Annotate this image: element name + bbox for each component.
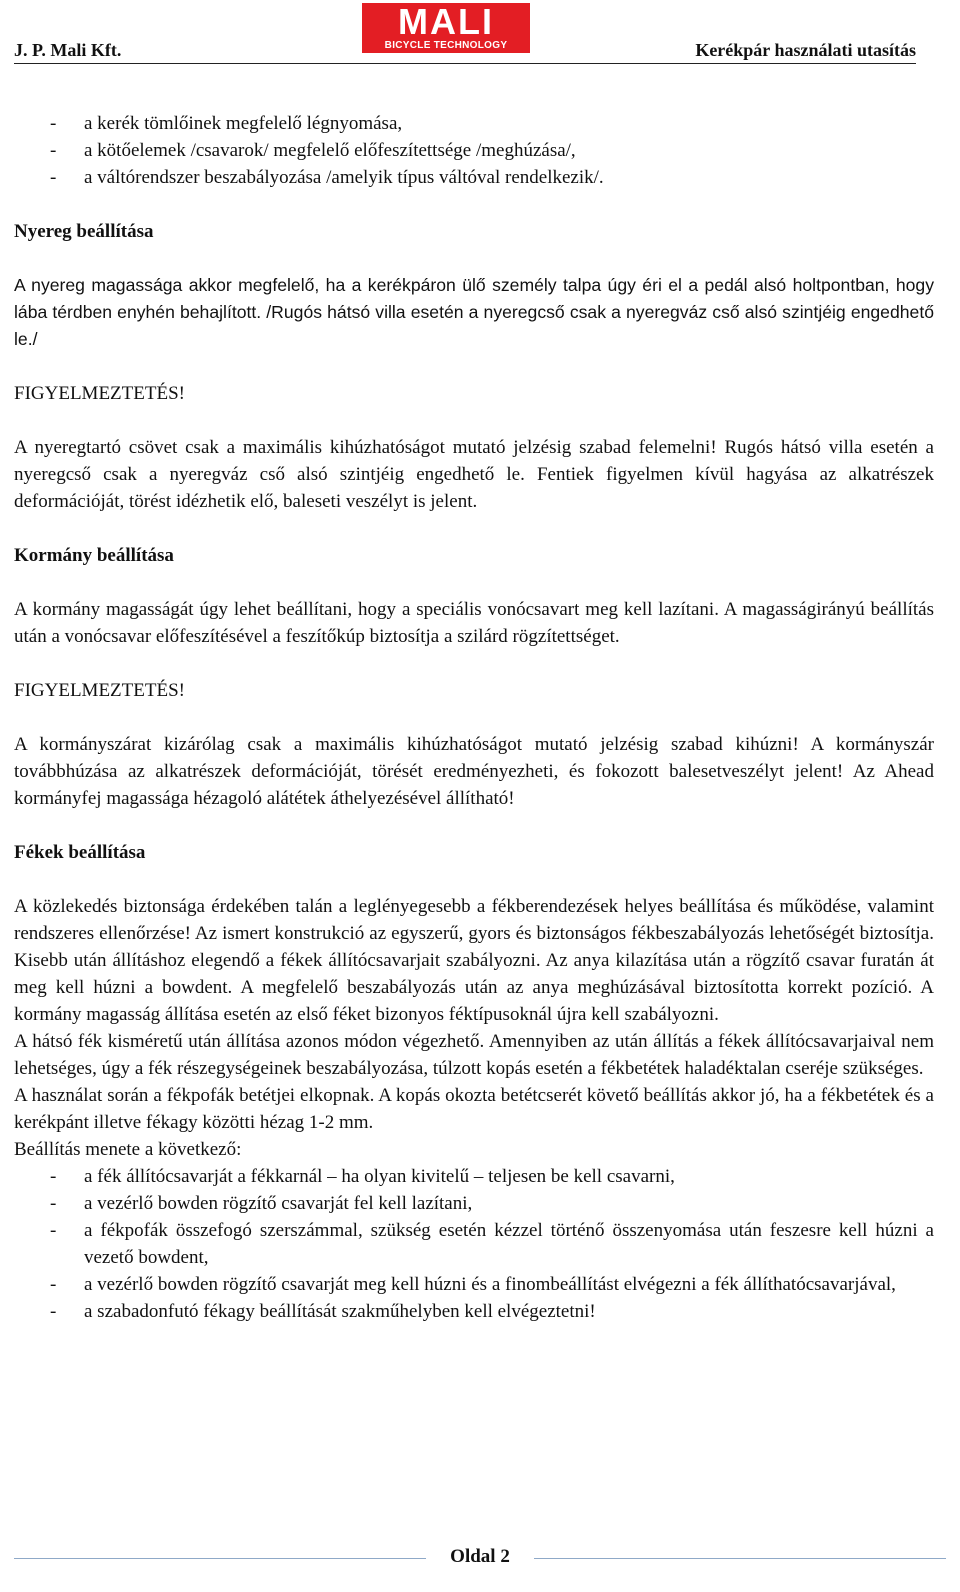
footer-rule-right [534, 1558, 946, 1559]
list-dash: - [50, 1301, 57, 1322]
logo-wordmark: MALI [398, 1, 494, 42]
list-item: - a váltórendszer beszabályozása /amelyik típus váltóval rendelkezik/. [14, 164, 934, 191]
list-dash: - [50, 167, 57, 188]
list-item: - a szabadonfutó fékagy beállítását szakműhelyben kell elvégeztetni! [14, 1298, 934, 1325]
page-number: Oldal 2 [450, 1546, 510, 1567]
list-dash: - [50, 1274, 57, 1295]
brakes-paragraph-2: A hátsó fék kisméretű után állítása azonos módon végezhető. Amennyiben az után állítás a fékek állítócsavarjaival nem lehetséges, úgy a fék részegységeinek beszabályozása, túlzott kopás esetén a fékbetétek haladéktalan cseréje szükséges. [14, 1031, 934, 1079]
list-item: - a vezérlő bowden rögzítő csavarját fel kell lazítani, [14, 1190, 934, 1217]
saddle-warning-label: FIGYELMEZTETÉS! [14, 383, 185, 404]
page-footer [14, 1546, 946, 1576]
handlebar-heading: Kormány beállítása [14, 545, 174, 566]
handlebar-paragraph: A kormány magasságát úgy lehet beállítani, hogy a speciális vonócsavart meg kell lazítani. A magasságirányú beállítás után a vonócsavar előfeszítésével a feszítőkúp biztosítja a szilárd rögzítettséget. [14, 599, 934, 647]
page-content [14, 110, 934, 1325]
saddle-heading: Nyereg beállítása [14, 221, 154, 242]
list-item: - a kerék tömlőinek megfelelő légnyomása, [14, 110, 934, 137]
list-item: - a kötőelemek /csavarok/ megfelelő előfeszítettsége /meghúzása/, [14, 137, 934, 164]
handlebar-warning-text: A kormányszárat kizárólag csak a maximális kihúzhatóságot mutató jelzésig szabad kihúzni! A kormányszár továbbhúzása az alkatrészek deformációját, törését eredményezheti, és fokozott balesetveszélyt jelent! Az Ahead kormányfej magassága hézagoló alátétek áthelyezésével állítható! [14, 734, 934, 809]
brakes-heading: Fékek beállítása [14, 842, 146, 863]
list-dash: - [50, 140, 57, 161]
intro-list [14, 110, 934, 191]
logo-tagline: BICYCLE TECHNOLOGY [384, 40, 508, 51]
list-dash: - [50, 1193, 57, 1214]
company-name: J. P. Mali Kft. [14, 40, 122, 60]
mali-logo [362, 3, 530, 53]
list-item: - a vezérlő bowden rögzítő csavarját meg kell húzni és a finombeállítást elvégezni a fék állíthatócsavarjával, [14, 1271, 934, 1298]
page-header [14, 0, 916, 66]
list-item: - a fék állítócsavarját a fékkarnál – ha olyan kivitelű – teljesen be kell csavarni, [14, 1163, 934, 1190]
header-divider [14, 63, 916, 64]
saddle-paragraph: A nyereg magassága akkor megfelelő, ha a kerékpáron ülő személy talpa úgy éri el a pedál alsó holtpontban, hogy lába térdben enyhén behajlított. /Rugós hátsó villa esetén a nyeregcső csak a nyeregváz cső alsó szintjéig engedhető le./ [14, 275, 934, 349]
brakes-steps-intro: Beállítás menete a következő: [14, 1139, 242, 1160]
handlebar-warning-label: FIGYELMEZTETÉS! [14, 680, 185, 701]
list-item: - a fékpofák összefogó szerszámmal, szükség esetén kézzel történő összenyomása után feszesre kell húzni a vezető bowdent, [14, 1217, 934, 1271]
brakes-steps-list [14, 1163, 934, 1325]
document-title: Kerékpár használati utasítás [695, 40, 916, 60]
list-dash: - [50, 1220, 57, 1241]
list-dash: - [50, 1166, 57, 1187]
brakes-paragraph-1: A közlekedés biztonsága érdekében talán a leglényegesebb a fékberendezések helyes beállítása és működése, valamint rendszeres ellenőrzése! Az ismert konstrukció az egyszerű, gyors és biztonságos fékbeszabályozás lehetőségét biztosítja. Kisebb után állításhoz elegendő a fékek állítócsavarjait szabályozni. Az anya kilazítása után a rögzítő csavar furatán át meg kell húzni a bowdent. A megfelelő beszabályozás után az anya meghúzásával biztosította korrekt pozíció. A kormány magasság állítása esetén az első féket bizonyos féktípusoknál újra kell szabályozni. [14, 896, 934, 1025]
saddle-warning-text: A nyeregtartó csövet csak a maximális kihúzhatóságot mutató jelzésig szabad felemelni! Rugós hátsó villa esetén a nyeregcső csak a nyeregváz cső alsó szintjéig engedhető le. Fentiek figyelmen kívül hagyása az alkatrészek deformációját, törést idézhetik elő, baleseti veszélyt is jelent. [14, 437, 934, 512]
brakes-paragraph-3: A használat során a fékpofák betétjei elkopnak. A kopás okozta betétcserét követő beállítás akkor jó, ha a fékbetétek és a kerékpánt illetve fékagy közötti hézag 1-2 mm. [14, 1085, 934, 1133]
list-dash: - [50, 113, 57, 134]
